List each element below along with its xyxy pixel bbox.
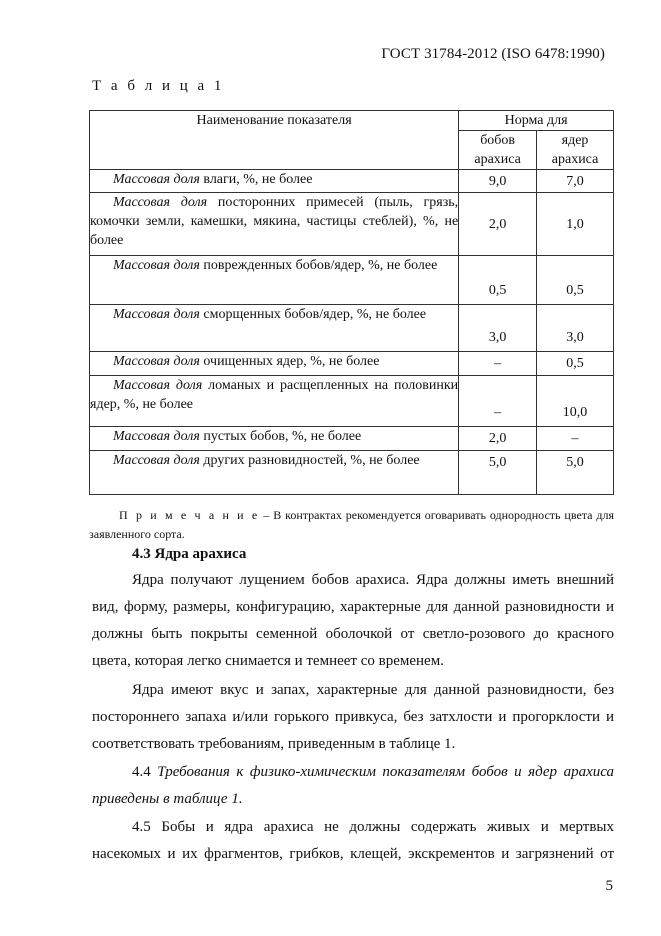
row-kernels-value: 0,5	[537, 352, 614, 376]
table-row	[90, 352, 614, 376]
row-kernels-value: 0,5	[537, 256, 614, 305]
row-text: пустых бобов, %, не более	[199, 429, 362, 444]
row-kernels-value: 3,0	[537, 305, 614, 352]
note-text: – В контрактах рекомендуется оговаривать однородность цвета для заявленного сорта.	[89, 508, 614, 541]
row-beans-value: 0,5	[459, 256, 537, 305]
row-text: других разновидностей, %, не более	[199, 453, 420, 468]
table-row	[90, 305, 614, 352]
row-label	[90, 256, 459, 305]
row-text: очищенных ядер, %, не более	[199, 354, 380, 369]
row-kernels-value: –	[537, 427, 614, 451]
paragraph-4-4	[92, 759, 614, 813]
row-text: посторонних примесей (пыль, грязь, комочки земли, камешки, мякина, частицы стеблей), %, не более	[90, 195, 459, 248]
header-norm: Норма для	[459, 111, 614, 131]
row-prefix: Массовая доля	[113, 429, 200, 444]
row-label	[90, 352, 459, 376]
row-label	[90, 451, 459, 495]
table-row	[90, 170, 614, 193]
paragraph-kernels-taste: Ядра имеют вкус и запах, характерные для данной разновидности, без постороннего запаха и/или горького привкуса, без затхлости и прогорклости и соответствовать требованиям, приведенным в таблице 1.	[92, 682, 614, 752]
row-prefix: Массовая доля	[113, 258, 200, 273]
row-kernels-value: 1,0	[537, 193, 614, 256]
row-beans-value: –	[459, 376, 537, 427]
row-prefix: Массовая доля	[113, 354, 200, 369]
row-beans-value: 2,0	[459, 193, 537, 256]
page-number: 5	[605, 878, 613, 894]
table-row	[90, 256, 614, 305]
document-header: ГОСТ 31784-2012 (ISO 6478:1990)	[381, 46, 605, 62]
note-label: П р и м е ч а н и е	[119, 508, 260, 522]
row-beans-value: 3,0	[459, 305, 537, 352]
row-label	[90, 193, 459, 256]
header-beans: бобов арахиса	[459, 131, 537, 170]
header-indicator-name: Наименование показателя	[90, 111, 459, 170]
row-text: сморщенных бобов/ядер, %, не более	[199, 307, 427, 322]
row-beans-value: 9,0	[459, 170, 537, 193]
row-label	[90, 170, 459, 193]
paragraph-4-5: 4.5 Бобы и ядра арахиса не должны содержать живых и мертвых насекомых и их фрагментов, грибков, клещей, экскрементов и загрязнений от	[92, 819, 614, 862]
row-prefix: Массовая доля	[113, 307, 200, 322]
row-kernels-value: 10,0	[537, 376, 614, 427]
row-beans-value: 2,0	[459, 427, 537, 451]
table-row	[90, 193, 614, 256]
paragraph-kernels-description: Ядра получают лущением бобов арахиса. Ядра должны иметь внешний вид, форму, размеры, конфигурацию, характерные для данной разновидности и должны быть покрыты семенной оболочкой от светло-розового до красного цвета, которая легко снимается и темнеет со временем.	[92, 572, 614, 669]
clause-text: Требования к физико-химическим показателям бобов и ядер арахиса приведены в таблице 1.	[92, 764, 614, 807]
row-prefix: Массовая доля	[113, 172, 200, 187]
row-text: ломаных и расщепленных на половинки ядер, %, не более	[90, 378, 459, 412]
clause-number: 4.4	[132, 764, 151, 780]
table-caption: Т а б л и ц а 1	[92, 78, 225, 94]
row-beans-value: –	[459, 352, 537, 376]
row-prefix: Массовая доля	[113, 378, 203, 393]
table-row	[90, 376, 614, 427]
row-kernels-value: 5,0	[537, 451, 614, 495]
table-row	[90, 427, 614, 451]
header-kernels: ядер арахиса	[537, 131, 614, 170]
row-beans-value: 5,0	[459, 451, 537, 495]
row-kernels-value: 7,0	[537, 170, 614, 193]
row-text: поврежденных бобов/ядер, %, не более	[199, 258, 438, 273]
table-note	[89, 506, 614, 544]
row-text: влаги, %, не более	[199, 172, 313, 187]
row-prefix: Массовая доля	[113, 453, 200, 468]
row-label	[90, 305, 459, 352]
row-label	[90, 427, 459, 451]
row-label	[90, 376, 459, 427]
table-row	[90, 451, 614, 495]
section-title: 4.3 Ядра арахиса	[132, 546, 247, 562]
requirements-table	[89, 110, 614, 495]
row-prefix: Массовая доля	[113, 195, 208, 210]
